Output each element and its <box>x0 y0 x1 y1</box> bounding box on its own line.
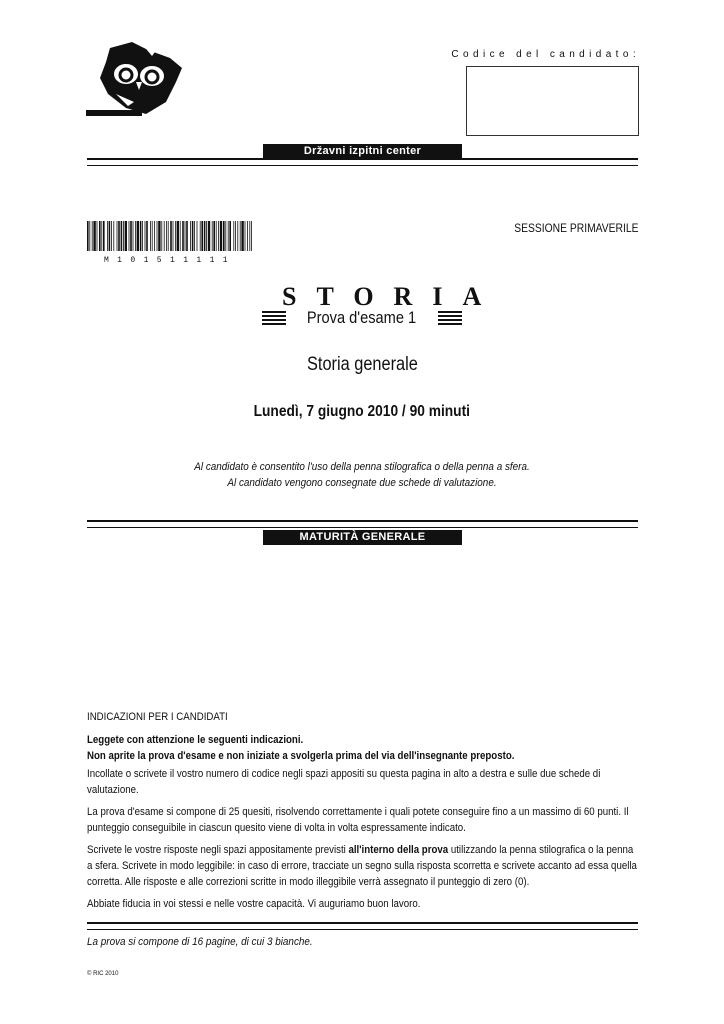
barcode-bar <box>186 221 188 251</box>
barcode-bar <box>97 221 98 251</box>
barcode-bar <box>154 221 155 251</box>
instructions-heading: INDICAZIONI PER I CANDIDATI <box>87 711 228 723</box>
barcode-bar <box>201 221 203 251</box>
barcode-bar <box>182 221 184 251</box>
barcode-bar <box>146 221 148 251</box>
exam-type-label: MATURITÀ GENERALE <box>263 530 462 545</box>
barcode-bar <box>229 221 231 251</box>
barcode-bar <box>142 221 143 251</box>
barcode-bar <box>235 221 236 251</box>
note-line: Al candidato è consentito l'uso della penna stilografica o della penna a sfera. <box>194 461 530 473</box>
divider <box>87 922 638 924</box>
barcode-bar <box>190 221 191 251</box>
decorative-lines <box>438 311 462 325</box>
barcode-bar <box>129 221 130 251</box>
barcode-bar <box>249 221 250 251</box>
candidate-code-box[interactable] <box>466 66 639 136</box>
barcode-bar <box>241 221 243 251</box>
instructions-paragraph: Incollate o scrivete il vostro numero di codice negli spazi appositi su questa pagina in alto a destra e sulle due schede di valutazione. <box>87 768 601 796</box>
barcode-bar <box>216 221 217 251</box>
barcode-bar <box>166 221 167 251</box>
divider <box>87 520 638 522</box>
barcode-bar <box>240 221 241 251</box>
barcode-bar <box>89 221 90 251</box>
barcode-bar <box>133 221 134 251</box>
barcode-bar <box>185 221 186 251</box>
barcode-bar <box>123 221 124 251</box>
barcode-bar <box>204 221 206 251</box>
instructions-paragraph: Abbiate fiducia in voi stessi e nelle vostre capacità. Vi auguriamo buon lavoro. <box>87 898 421 910</box>
exam-subtitle: Storia generale <box>306 354 418 375</box>
barcode-bar <box>192 221 194 251</box>
barcode-bar <box>113 221 114 251</box>
barcode-bar <box>200 221 201 251</box>
barcode-bar <box>228 221 229 251</box>
barcode-number: M101511111 <box>103 256 236 265</box>
barcode-bar <box>118 221 120 251</box>
barcode-bar <box>157 221 158 251</box>
barcode-bar <box>225 221 226 251</box>
instructions <box>87 709 638 915</box>
barcode-bar <box>212 221 213 251</box>
barcode-bar <box>161 221 162 251</box>
owl-logo <box>86 42 186 118</box>
exam-title: Prova d'esame 1 <box>307 308 417 327</box>
barcode-bar <box>121 221 123 251</box>
note-line: Al candidato vengono consegnate due schede di valutazione. <box>227 477 497 489</box>
institution-label: Državni izpitni center <box>263 144 462 159</box>
barcode-bar <box>137 221 139 251</box>
barcode-bar <box>223 221 225 251</box>
exam-date: Lunedì, 7 giugno 2010 / 90 minuti <box>253 403 471 420</box>
barcode-bar <box>206 221 207 251</box>
barcode-bar <box>247 221 248 251</box>
barcode-bar <box>194 221 195 251</box>
instructions-paragraph: La prova d'esame si compone di 25 quesiti, risolvendo correttamente i quali potete conseguire fino a un massimo di 60 punti. Il punteggio conseguibile in ciascun quesito viene di volta in volta espressamente indicato. <box>87 806 629 834</box>
instructions-bold-line: Non aprite la prova d'esame e non iniziate a svolgerla prima del via dell'insegnante preposto. <box>87 750 515 762</box>
barcode-bar <box>103 221 105 251</box>
barcode-bar <box>208 221 210 251</box>
barcode-bar <box>168 221 169 251</box>
barcode-bar <box>175 221 176 251</box>
barcode-bar <box>173 221 174 251</box>
barcode-bar <box>111 221 112 251</box>
pages-note: La prova si compone di 16 pagine, di cui 3 bianche. <box>87 936 313 948</box>
barcode-bar <box>245 221 246 251</box>
barcode-bar <box>237 221 238 251</box>
barcode-bar <box>107 221 108 251</box>
barcode-bar <box>93 221 95 251</box>
barcode <box>87 221 253 251</box>
materials-note <box>0 459 724 491</box>
session-label: SESSIONE PRIMAVERILE <box>513 221 638 235</box>
barcode-bar <box>109 221 111 251</box>
barcode-bar <box>180 221 181 251</box>
candidate-code-label: Codice del candidato: <box>451 49 640 60</box>
barcode-bar <box>150 221 151 251</box>
barcode-bar <box>135 221 136 251</box>
instructions-paragraph: Scrivete le vostre risposte negli spazi appositamente previsti all'interno della prova utilizzando la penna stilografica o la penna a sfera. Scrivete in modo leggibile: in caso di errore, tracciate un segno sulla risposta scorretta e scrivete accanto ad essa quella corretta. Alle risposte e alle correzioni scritte in modo illeggibile verrà assegnato il punteggio di zero (0). <box>87 844 637 888</box>
barcode-bar <box>218 221 219 251</box>
copyright: © RIC 2010 <box>87 971 119 977</box>
barcode-bar <box>251 221 252 251</box>
divider <box>87 929 638 930</box>
divider <box>87 165 638 166</box>
barcode-bar <box>152 221 153 251</box>
barcode-bar <box>233 221 234 251</box>
barcode-bar <box>170 221 172 251</box>
barcode-bar <box>117 221 118 251</box>
barcode-bar <box>177 221 179 251</box>
barcode-bar <box>197 221 198 251</box>
barcode-bar <box>220 221 222 251</box>
barcode-bar <box>87 221 89 251</box>
barcode-bar <box>140 221 142 251</box>
barcode-bar <box>92 221 93 251</box>
subject-title: STORIA <box>282 282 502 311</box>
barcode-bar <box>213 221 215 251</box>
barcode-bar <box>164 221 165 251</box>
barcode-bar <box>99 221 101 251</box>
divider <box>87 527 638 528</box>
barcode-bar <box>130 221 132 251</box>
instructions-bold-line: Leggete con attenzione le seguenti indicazioni. <box>87 734 304 746</box>
barcode-bar <box>145 221 146 251</box>
barcode-bar <box>125 221 127 251</box>
decorative-lines <box>262 311 286 325</box>
barcode-bar <box>158 221 160 251</box>
barcode-bar <box>101 221 102 251</box>
exam-title-row <box>262 307 462 329</box>
